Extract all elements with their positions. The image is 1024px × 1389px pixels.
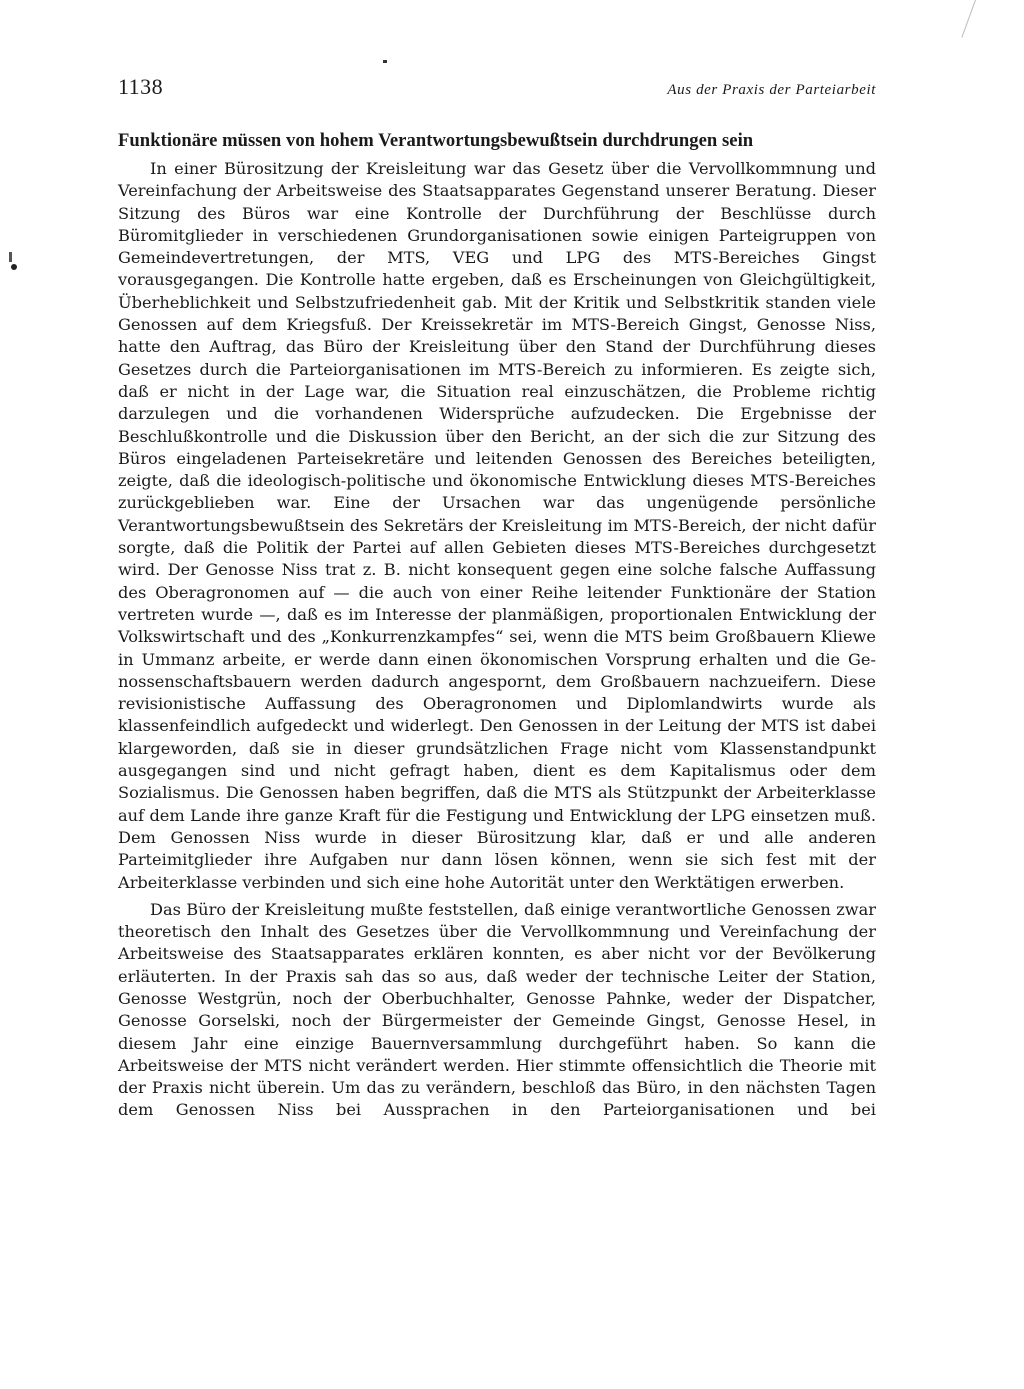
page-header (118, 74, 876, 104)
scan-artifact-line (961, 0, 976, 38)
running-title: Aus der Praxis der Parteiarbeit (667, 82, 876, 98)
margin-punch-mark (11, 264, 17, 270)
paragraph-2: Das Büro der Kreisleitung mußte feststellen, daß einige verantwortliche Genossen zwar theoretisch den Inhalt des Gesetzes über die Vervollkommnung und Vereinfachung der Arbeitsweise des Staatsapparates erklären konnten, es aber nicht vor der Bevölkerung erläuterten. In der Praxis sah das so aus, daß weder der technische Leiter der Station, Genosse Westgrün, noch der Oberbuchhalter, Genosse Pahnke, weder der Dispatcher, Genosse Gorselski, noch der Bürgermeister der Gemeinde Gingst, Genosse Hesel, in diesem Jahr eine einzige Bauernversammlung durchgeführt haben. So kann die Arbeitsweise der MTS nicht verändert werden. Hier stimmte offensichtlich die Theorie mit der Praxis nicht überein. Um das zu verändern, beschloß das Büro, in den nächsten Tagen dem Genossen Niss bei Aussprachen in den Parteiorganisationen und bei (118, 899, 876, 1120)
margin-mark (9, 252, 12, 262)
page-content (118, 74, 876, 1122)
section-heading: Funktionäre müssen von hohem Verantwortungsbewußtsein durchdrungen sein (118, 130, 754, 151)
paragraph-1: In einer Bürositzung der Kreisleitung war das Gesetz über die Vervollkommnung und Vereinfachung der Arbeitsweise des Staatsapparates Gegenstand unserer Beratung. Dieser Sitzung des Büros war eine Kontrolle der Durchführung der Beschlüsse durch Büromitglieder in verschiedenen Grundorganisationen sowie einigen Parteigruppen von Gemeindevertretungen, der MTS, VEG und LPG des MTS-Bereiches Gingst vorausgegangen. Die Kontrolle hatte ergeben, daß es Erscheinungen von Gleichgültigkeit, Überheblichkeit und Selbstzufriedenheit gab. Mit der Kritik und Selbstkritik standen viele Genossen auf dem Kriegsfuß. Der Kreissekretär im MTS-Bereich Gingst, Genosse Niss, hatte den Auftrag, das Büro der Kreisleitung über den Stand der Durchführung dieses Gesetzes durch die Parteiorganisationen im MTS-Bereich zu informieren. Es zeigte sich, daß er nicht in der Lage war, die Situation real einzuschätzen, die Probleme richtig darzulegen und die vorhandenen Widersprüche aufzudecken. Die Ergebnisse der Beschlußkontrolle und die Diskussion über den Bericht, an der sich die zur Sitzung des Büros eingeladenen Parteisekretäre und leitenden Genossen des Bereiches beteiligten, zeigte, daß die ideologisch-politische und ökonomische Entwicklung dieses MTS-Bereiches zurückgeblieben war. Eine der Ursachen war das ungenügende persönliche Verantwortungsbewußtsein des Sekretärs der Kreisleitung im MTS-Bereich, der nicht dafür sorgte, daß die Politik der Partei auf allen Gebieten dieses MTS-Bereiches durchgesetzt wird. Der Genosse Niss trat z. B. nicht konsequent gegen eine solche falsche Auffassung des Oberagronomen auf — die auch von einer Reihe leitender Funktionäre der Station vertreten wurde —, daß es im Interesse der planmäßigen, proportionalen Entwicklung der Volkswirtschaft und des „Konkurrenzkampfes“ sei, wenn die MTS beim Großbauern Kliewe in Ummanz arbeite, er werde dann einen ökonomischen Vorsprung erhalten und die Genossenschaftsbauern werden dadurch angespornt, dem Großbauern nachzueifern. Diese revisionistische Auffassung des Oberagronomen und Diplomlandwirts wurde als klassenfeindlich aufgedeckt und widerlegt. Den Genossen in der Leitung der MTS ist dabei klargeworden, daß sie in dieser grundsätzlichen Frage nicht vom Klassenstandpunkt ausgegangen sind und nicht gefragt haben, dient es dem Kapitalismus oder dem Sozialismus. Die Genossen haben begriffen, daß die MTS als Stützpunkt der Arbeiterklasse auf dem Lande ihre ganze Kraft für die Festigung und Entwicklung der LPG einsetzen muß. Dem Genossen Niss wurde in dieser Bürositzung klar, daß er und alle anderen Parteimitglieder ihre Aufgaben nur dann lösen können, wenn sie sich fest mit der Arbeiterklasse verbinden und sich eine hohe Autorität unter den Werktätigen erwerben. (118, 159, 876, 892)
scan-artifact-dot (383, 60, 387, 63)
page-number: 1138 (118, 74, 164, 99)
